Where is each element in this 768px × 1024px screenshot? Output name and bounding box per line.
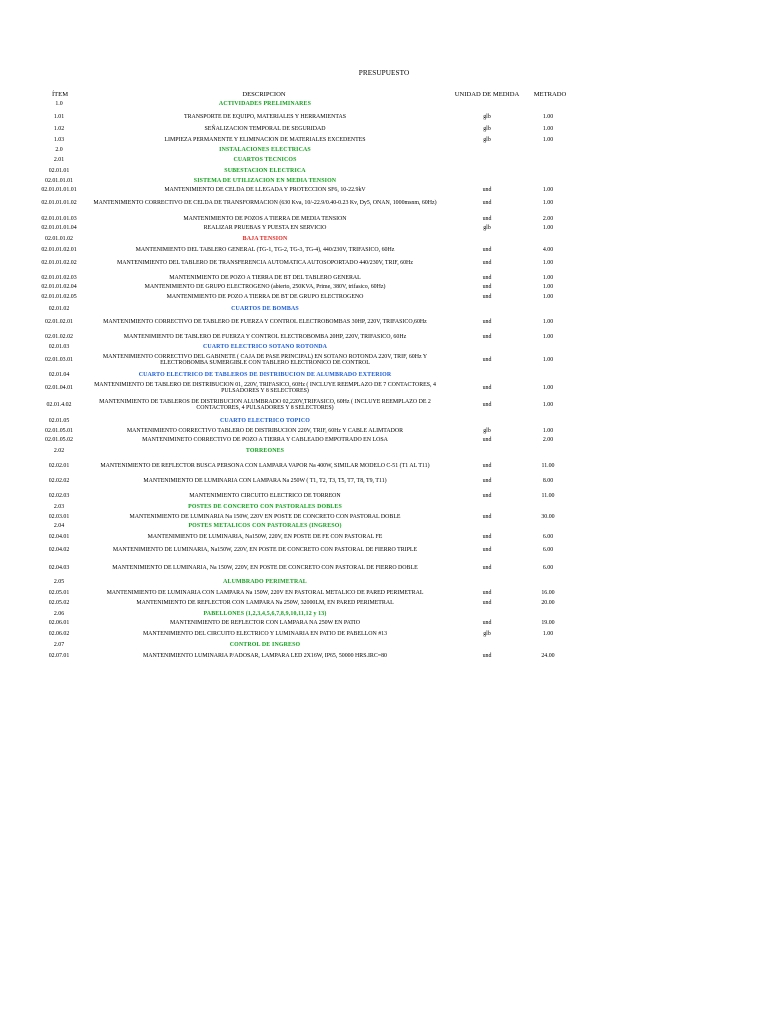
quantity-cell: 1.00: [542, 293, 554, 300]
item-cell: 02.01.01.02: [45, 235, 73, 242]
unit-cell: und: [482, 246, 492, 253]
header-descripcion: DESCRIPCION: [242, 91, 286, 98]
item-cell: 2.05: [53, 578, 65, 585]
description-cell: MANTENIMIENTO DE POZOS A TIERRA DE MEDIA TENSION: [183, 215, 347, 222]
item-cell: 02.01.02.02: [45, 333, 73, 340]
item-cell: 02.02.01: [48, 462, 70, 469]
quantity-cell: 1.00: [542, 283, 554, 290]
description-cell: SEÑALIZACION TEMPORAL DE SEGURIDAD: [204, 125, 326, 132]
item-cell: 2.03: [53, 503, 65, 510]
item-cell: 02.01.01.01.04: [41, 224, 77, 231]
description-cell: BAJA TENSION: [242, 235, 288, 242]
description-cell: MANTENIMIENTO DE LUMINARIA Na 150W, 220V EN POSTE DE CONCRETO CON PASTORAL DOBLE: [129, 513, 401, 520]
header-item: ÍTEM: [51, 91, 69, 98]
document-title: PRESUPUESTO: [358, 69, 410, 77]
description-cell: LIMPIEZA PERMANENTE Y ELIMINACION DE MATERIALES EXCEDENTES: [164, 136, 366, 143]
unit-cell: und: [482, 199, 492, 206]
quantity-cell: 2.00: [542, 436, 554, 443]
description-cell: CUARTO ELECTRICO SOTANO ROTONDA: [202, 343, 328, 350]
item-cell: 02.06.01: [48, 619, 70, 626]
quantity-cell: 8.00: [542, 477, 554, 484]
quantity-cell: 1.00: [542, 186, 554, 193]
item-cell: 02.01.03: [48, 343, 70, 350]
item-cell: 02.01.04.01: [45, 384, 73, 391]
quantity-cell: 1.00: [542, 274, 554, 281]
unit-cell: glb: [483, 427, 491, 434]
unit-cell: glb: [483, 630, 491, 637]
item-cell: 2.06: [53, 610, 65, 617]
description-cell: MANTENIMIENTO DEL TABLERO DE TRANSFERENCIA AUTOMATICA AUTOSOPORTADO 440/230V, TRIF, 60Hz: [117, 259, 413, 266]
description-cell: MANTENIMIENTO DE LUMINARIA CON LAMPARA Na 150W, 220V EN PASTORAL METALICO DE PARED PERIMETRAL: [106, 589, 424, 596]
quantity-cell: 20.00: [541, 599, 555, 606]
quantity-cell: 2.00: [542, 215, 554, 222]
item-cell: 02.01.01.02.04: [41, 283, 77, 290]
quantity-cell: 11.00: [541, 492, 555, 499]
unit-cell: und: [482, 599, 492, 606]
description-cell: MANTENIMIENTO LUMINARIA P/ADOSAR, LAMPARA LED 2X16W, IP65, 50000 HRS.IRC=80: [143, 652, 387, 659]
item-cell: 02.01.01.02.01: [41, 246, 77, 253]
item-cell: 2.04: [53, 522, 65, 529]
description-cell: MANTENIMIENTO CORRECTIVO DE CELDA DE TRANSFORMACION (630 Kva, 10/-22.9/0.40-0.23 Kv, Dy5, ONAN, 1000msnm, 60Hz): [93, 199, 437, 206]
unit-cell: und: [482, 356, 492, 363]
description-cell: MANTENIMIENTO DEL TABLERO GENERAL (TG-1, TG-2, TG-3, TG-4), 440/230V, TRIFASICO, 60Hz: [135, 246, 395, 253]
description-cell: SUBESTACION ELECTRICA: [224, 167, 306, 174]
quantity-cell: 1.00: [542, 125, 554, 132]
unit-cell: und: [482, 652, 492, 659]
unit-cell: und: [482, 333, 492, 340]
description-cell: CUARTOS DE BOMBAS: [231, 305, 299, 312]
quantity-cell: 1.00: [542, 224, 554, 231]
item-cell: 02.01.03.01: [45, 356, 73, 363]
header-metrado: METRADO: [533, 91, 567, 98]
quantity-cell: 4.00: [542, 246, 554, 253]
unit-cell: und: [482, 186, 492, 193]
quantity-cell: 1.00: [542, 136, 554, 143]
description-cell: MANTENIMIENTO DE TABLERO DE DISTRIBUCION 01, 220V, TRIFASICO, 60Hz ( INCLUYE REEMPLAZO DE 7 CONTACTORES, 4 PULSADORES Y 8 SELECTORES): [94, 381, 436, 395]
item-cell: 02.07.01: [48, 652, 70, 659]
description-cell: MANTENIMIENTO DE LUMINARIA, Na150W, 220V, EN POSTE DE FE CON PASTORAL FE: [147, 533, 383, 540]
unit-cell: glb: [483, 224, 491, 231]
item-cell: 1.02: [53, 125, 65, 132]
quantity-cell: 1.00: [542, 333, 554, 340]
unit-cell: und: [482, 293, 492, 300]
item-cell: 1.01: [53, 113, 65, 120]
description-cell: CONTROL DE INGRESO: [229, 641, 301, 648]
description-cell: MANTENIMIENTO DE REFLECTOR BUSCA PERSONA CON LAMPARA VAPOR Na 400W, SIMILAR MODELO C-51 (T1 AL T11): [100, 462, 430, 469]
item-cell: 02.01.02.01: [45, 318, 73, 325]
quantity-cell: 1.00: [542, 318, 554, 325]
item-cell: 2.07: [53, 641, 65, 648]
item-cell: 02.01.01.01.03: [41, 215, 77, 222]
header-unidad-medida: UNIDAD DE MEDIDA: [454, 91, 520, 98]
description-cell: MANTENIMIENTO DE TABLEROS DE DISTRIBUCION ALUMBRADO 02,220V,TRIFASICO, 60Hz ( INCLUYE REEMPLAZO DE 2 CONTACTORES, 4 PULSADORES Y 8 SELECTORES): [99, 398, 431, 412]
description-cell: MANTENIMIENTO DE REFLECTOR CON LAMPARA NA 250W EN PATIO: [169, 619, 361, 626]
description-cell: PABELLONES (1,2,3,4,5,6,7,8,9,10,11,12 y 13): [203, 610, 327, 617]
description-cell: MANTENIMIENTO CIRCUITO ELECTRICO DE TORREON: [189, 492, 341, 499]
unit-cell: und: [482, 619, 492, 626]
item-cell: 02.02.02: [48, 477, 70, 484]
item-cell: 02.01.01.02.03: [41, 274, 77, 281]
description-cell: TORREONES: [245, 447, 285, 454]
item-cell: 02.01.01.01.01: [41, 186, 77, 193]
unit-cell: und: [482, 477, 492, 484]
unit-cell: glb: [483, 113, 491, 120]
description-cell: CUARTO ELECTRICO DE TABLEROS DE DISTRIBUCION DE ALUMBRADO EXTERIOR: [138, 371, 392, 378]
unit-cell: und: [482, 492, 492, 499]
quantity-cell: 11.00: [541, 462, 555, 469]
quantity-cell: 1.00: [542, 356, 554, 363]
item-cell: 02.01.01.02.05: [41, 293, 77, 300]
unit-cell: und: [482, 533, 492, 540]
unit-cell: und: [482, 436, 492, 443]
item-cell: 02.04.01: [48, 533, 70, 540]
quantity-cell: 1.00: [542, 199, 554, 206]
description-cell: POSTES METALICOS CON PASTORALES (INGRESO): [188, 522, 342, 529]
item-cell: 02.01.4.02: [46, 401, 72, 408]
description-cell: MANTENIMIENTO CORRECTIVO DE TABLERO DE FUERZA Y CONTROL ELECTROBOMBAS 30HP, 220V, TRIFASICO,60Hz: [103, 318, 427, 325]
quantity-cell: 1.00: [542, 401, 554, 408]
description-cell: MANTENIMIENTO DE LUMINARIA CON LAMPARA Na 250W ( T1, T2, T3, T5, T7, T8, T9, T11): [143, 477, 387, 484]
item-cell: 02.01.05.01: [45, 427, 73, 434]
unit-cell: und: [482, 564, 492, 571]
description-cell: POSTES DE CONCRETO CON PASTORALES DOBLES: [188, 503, 342, 510]
item-cell: 02.06.02: [48, 630, 70, 637]
quantity-cell: 1.00: [542, 630, 554, 637]
item-cell: 02.04.03: [48, 564, 70, 571]
quantity-cell: 1.00: [542, 384, 554, 391]
description-cell: ALUMBRADO PERIMETRAL: [223, 578, 307, 585]
quantity-cell: 1.00: [542, 113, 554, 120]
item-cell: 02.01.01.01: [45, 177, 73, 184]
item-cell: 02.01.05.02: [45, 436, 73, 443]
description-cell: MANTENIMIENTO DE GRUPO ELECTROGENO (abierto, 250KVA, Prime, 380V, trifasico, 60Hz): [144, 283, 386, 290]
quantity-cell: 1.00: [542, 259, 554, 266]
unit-cell: und: [482, 546, 492, 553]
unit-cell: und: [482, 283, 492, 290]
description-cell: MANTENIMIENTO DE LUMINARIA, Na 150W, 220V, EN POSTE DE CONCRETO CON PASTORAL DE FIERRO DOBLE: [112, 564, 418, 571]
unit-cell: und: [482, 401, 492, 408]
unit-cell: glb: [483, 136, 491, 143]
quantity-cell: 1.00: [542, 427, 554, 434]
quantity-cell: 19.00: [541, 619, 555, 626]
item-cell: 1.03: [53, 136, 65, 143]
item-cell: 02.02.03: [48, 492, 70, 499]
description-cell: MANTENIMIENTO DE TABLERO DE FUERZA Y CONTROL ELECTROBOMBA 20HP, 220V, TRIFASICO, 60Hz: [123, 333, 407, 340]
quantity-cell: 30.00: [541, 513, 555, 520]
item-cell: 02.01.01: [48, 167, 70, 174]
item-cell: 02.03.01: [48, 513, 70, 520]
description-cell: CUARTOS TECNICOS: [233, 156, 297, 163]
quantity-cell: 6.00: [542, 533, 554, 540]
unit-cell: und: [482, 274, 492, 281]
description-cell: MANTENIMIENTO CORRECTIVO DEL GABINETE ( CAJA DE PASE PRINCIPAL) EN SOTANO ROTONDA 220V, TRIF, 60Hz Y ELECTROBOMBA SUMERGIBLE CON TABLERO ELECTRONICO DE CONTROL: [102, 353, 428, 367]
unit-cell: und: [482, 318, 492, 325]
table-row: [0, 642, 768, 670]
unit-cell: und: [482, 513, 492, 520]
unit-cell: und: [482, 215, 492, 222]
item-cell: 2.01: [53, 156, 65, 163]
description-cell: MANTENIMIENTO DE POZO A TIERRA DE BT DEL TABLERO GENERAL: [169, 274, 361, 281]
item-cell: 02.01.01.01.02: [41, 199, 77, 206]
description-cell: MANTENIMIENTO DE LUMINARIA, Na150W, 220V, EN POSTE DE CONCRETO CON PASTORAL DE FIERRO TRIPLE: [112, 546, 418, 553]
item-cell: 02.01.01.02.02: [41, 259, 77, 266]
description-cell: CUARTO ELECTRICO TOPICO: [220, 417, 310, 424]
description-cell: MANTENIMIENTO DE REFLECTOR CON LAMPARA Na 250W, 32000LM, EN PARED PERIMETRAL: [136, 599, 394, 606]
item-cell: 02.04.02: [48, 546, 70, 553]
description-cell: SISTEMA DE UTILIZACION EN MEDIA TENSION: [193, 177, 337, 184]
quantity-cell: 24.00: [541, 652, 555, 659]
unit-cell: glb: [483, 125, 491, 132]
description-cell: MANTENIMIENTO DEL CIRCUITO ELECTRICO Y LUMINARIA EN PATIO DE PABELLON #13: [142, 630, 388, 637]
item-cell: 02.05.02: [48, 599, 70, 606]
unit-cell: und: [482, 384, 492, 391]
item-cell: 2.02: [53, 447, 65, 454]
unit-cell: und: [482, 259, 492, 266]
unit-cell: und: [482, 462, 492, 469]
quantity-cell: 6.00: [542, 564, 554, 571]
description-cell: MANTENIMINETO CORRECTIVO DE POZO A TIERRA Y CABLEADO EMPOTRADO EN LOSA: [142, 436, 388, 443]
description-cell: TRANSPORTE DE EQUIPO, MATERIALES Y HERRAMIENTAS: [183, 113, 347, 120]
item-cell: 1.0: [55, 100, 63, 107]
description-cell: MANTENIMIENTO DE CELDA DE LLEGADA Y PROTECCION SF6, 10-22.9kV: [164, 186, 366, 193]
quantity-cell: 16.00: [541, 589, 555, 596]
quantity-cell: 6.00: [542, 546, 554, 553]
item-cell: 02.01.05: [48, 417, 70, 424]
unit-cell: und: [482, 589, 492, 596]
description-cell: INSTALACIONES ELECTRICAS: [219, 146, 311, 153]
description-cell: MANTENIMIENTO DE POZO A TIERRA DE BT DE GRUPO ELECTROGENO: [166, 293, 364, 300]
description-cell: REALIZAR PRUEBAS Y PUESTA EN SERVICIO: [203, 224, 327, 231]
item-cell: 02.01.02: [48, 305, 70, 312]
item-cell: 02.05.01: [48, 589, 70, 596]
item-cell: 2.0: [55, 146, 63, 153]
description-cell: MANTENIMIENTO CORRECTIVO TABLERO DE DISTRIBUCION 220V, TRIF, 60Hz Y CABLE ALIMTADOR: [126, 427, 404, 434]
item-cell: 02.01.04: [48, 371, 70, 378]
description-cell: ACTIVIDADES PRELIMINARES: [218, 100, 312, 107]
